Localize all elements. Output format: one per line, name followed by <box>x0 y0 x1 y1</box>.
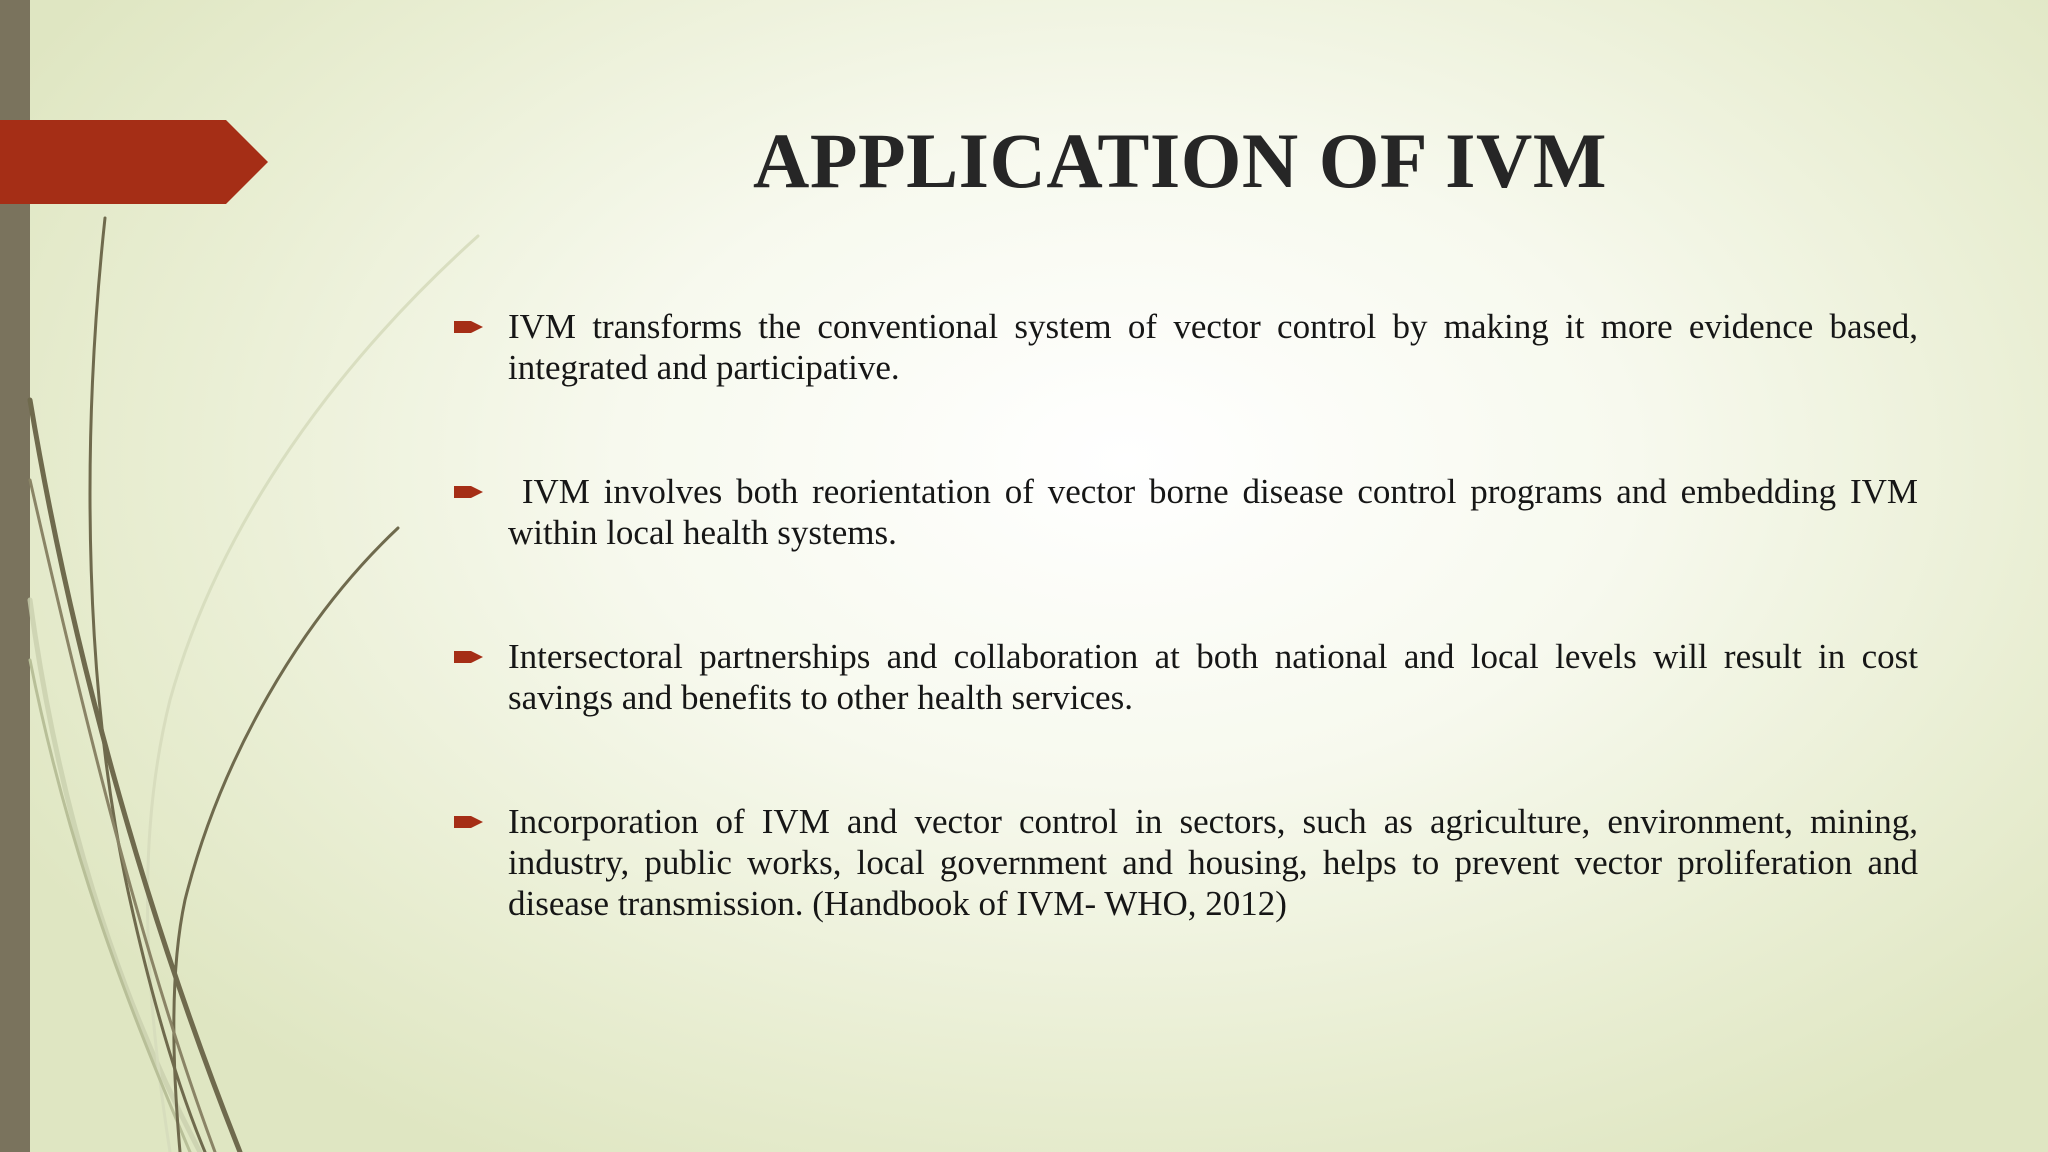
bullet-item <box>450 636 1918 718</box>
slide-title: APPLICATION OF IVM <box>753 117 1607 204</box>
arrow-bullet-icon <box>454 813 484 831</box>
bullet-item <box>450 801 1918 924</box>
bullet-text: Incorporation of IVM and vector control in sectors, such as agriculture, environment, mining, industry, public works, local government and housing, helps to prevent vector proliferation and disease transmission. (Handbook of IVM- WHO, 2012) <box>508 802 1918 923</box>
bullet-item <box>450 306 1918 388</box>
bullet-text: IVM involves both reorientation of vector borne disease control programs and embedding IVM within local health systems. <box>508 472 1927 552</box>
bullet-text: Intersectoral partnerships and collaboration at both national and local levels will result in cost savings and benefits to other health services. <box>508 637 1918 717</box>
bullet-text: IVM transforms the conventional system of vector control by making it more evidence based, integrated and participative. <box>508 307 1918 387</box>
arrow-bullet-icon <box>454 648 484 666</box>
arrow-bullet-icon <box>454 483 484 501</box>
bullet-list <box>450 306 1927 1007</box>
title-flag-shape <box>0 120 268 204</box>
arrow-bullet-icon <box>454 318 484 336</box>
bullet-item <box>450 471 1927 553</box>
